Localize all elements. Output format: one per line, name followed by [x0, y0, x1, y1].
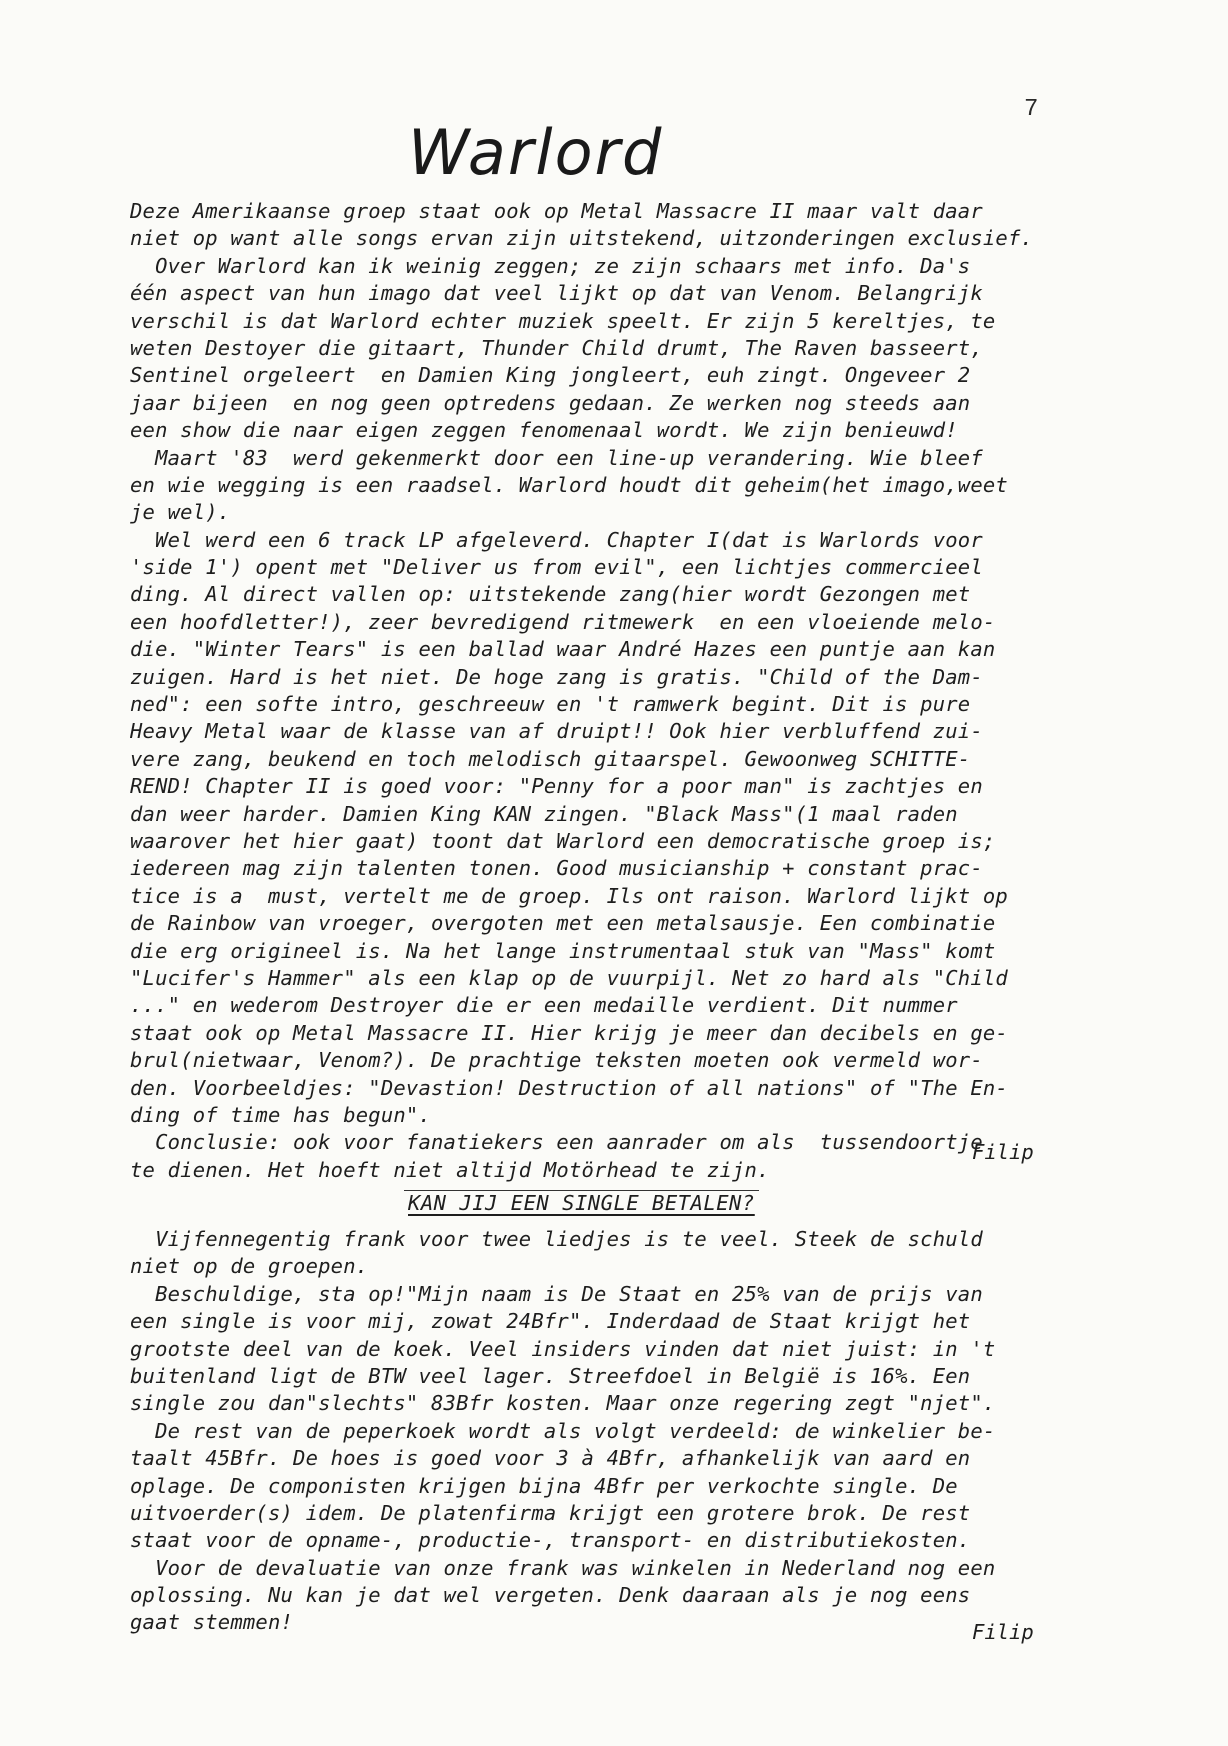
text-line: de Rainbow van vroeger, overgoten met een metalsausje. Een combinatie	[130, 911, 996, 936]
text-line: gaat stemmen!	[130, 1610, 294, 1635]
text-line: niet op want alle songs ervan zijn uitstekend, uitzonderingen exclusief.	[130, 226, 1034, 251]
text-line: Heavy Metal waar de klasse van af druipt!! Ook hier verbluffend zui-	[130, 719, 983, 744]
text-line: iedereen mag zijn talenten tonen. Good musicianship + constant prac-	[130, 856, 983, 881]
text-line: Over Warlord kan ik weinig zeggen; ze zijn schaars met info. Da's	[130, 253, 971, 278]
article-signature-warlord: Filip	[972, 1140, 1034, 1164]
text-line: Deze Amerikaanse groep staat ook op Metal Massacre II maar valt daar	[130, 199, 983, 223]
article-title-warlord: Warlord	[408, 116, 664, 189]
text-line: staat voor de opname-, productie-, transport- en distributiekosten.	[130, 1528, 971, 1553]
text-line: vere zang, beukend en toch melodisch gitaarspel. Gewoonweg SCHITTE-	[130, 746, 971, 771]
text-line: Voor de devaluatie van onze frank was winkelen in Nederland nog een	[130, 1555, 996, 1580]
text-line: jaar bijeen en nog geen optredens gedaan. Ze werken nog steeds aan	[130, 390, 971, 415]
text-line: staat ook op Metal Massacre II. Hier krijg je meer dan decibels en ge-	[130, 1020, 1008, 1045]
text-line: die. "Winter Tears" is een ballad waar André Hazes een puntje aan kan	[130, 637, 996, 662]
text-line: een hoofdletter!), zeer bevredigend ritmewerk en een vloeiende melo-	[130, 609, 996, 634]
text-line: uitvoerder(s) idem. De platenfirma krijgt een grotere brok. De rest	[130, 1500, 971, 1525]
page-number: 7	[1024, 96, 1039, 123]
text-line: ding. Al direct vallen op: uitstekende zang(hier wordt Gezongen met	[130, 582, 971, 607]
text-line: ding of time has begun".	[130, 1102, 432, 1127]
text-line: brul(nietwaar, Venom?). De prachtige teksten moeten ook vermeld wor-	[130, 1048, 983, 1073]
text-line: oplossing. Nu kan je dat wel vergeten. Denk daaraan als je nog eens	[130, 1583, 971, 1608]
text-line: dan weer harder. Damien King KAN zingen. "Black Mass"(1 maal raden	[130, 801, 958, 826]
text-line: waarover het hier gaat) toont dat Warlord een democratische groep is;	[130, 828, 996, 853]
text-line: Conclusie: ook voor fanatiekers een aanrader om als tussendoortje	[130, 1130, 983, 1155]
text-line: niet op de groepen.	[130, 1254, 369, 1279]
text-line: Sentinel orgeleert en Damien King jongleert, euh zingt. Ongeveer 2	[130, 363, 971, 388]
text-line: buitenland ligt de BTW veel lager. Streefdoel in België is 16%. Een	[130, 1363, 971, 1388]
text-line: verschil is dat Warlord echter muziek speelt. Er zijn 5 kereltjes, te	[130, 308, 996, 333]
text-line: één aspect van hun imago dat veel lijkt op dat van Venom. Belangrijk	[130, 281, 983, 306]
text-line: en wie wegging is een raadsel. Warlord houdt dit geheim(het imago,weet	[130, 472, 1008, 497]
text-line: 'side 1') opent met "Deliver us from evil", een lichtjes commercieel	[130, 555, 983, 580]
text-line: die erg origineel is. Na het lange instrumentaal stuk van "Mass" komt	[130, 938, 996, 963]
article-title-single: KAN JIJ EEN SINGLE BETALEN?	[404, 1190, 759, 1215]
text-line: te dienen. Het hoeft niet altijd Motörhead te zijn.	[130, 1157, 770, 1182]
text-line: single zou dan"slechts" 83Bfr kosten. Maar onze regering zegt "njet".	[130, 1391, 996, 1416]
text-line: een single is voor mij, zowat 24Bfr". Inderdaad de Staat krijgt het	[130, 1309, 971, 1334]
text-line: Maart '83 werd gekenmerkt door een line-up verandering. Wie bleef	[130, 445, 983, 470]
text-line: "Lucifer's Hammer" als een klap op de vuurpijl. Net zo hard als "Child	[130, 965, 1008, 990]
text-line: een show die naar eigen zeggen fenomenaal wordt. We zijn benieuwd!	[130, 418, 958, 443]
text-line: taalt 45Bfr. De hoes is goed voor 3 à 4Bfr, afhankelijk van aard en	[130, 1446, 971, 1471]
text-line: Vijfennegentig frank voor twee liedjes is te veel. Steek de schuld	[130, 1227, 983, 1251]
text-line: den. Voorbeeldjes: "Devastion! Destruction of all nations" of "The En-	[130, 1075, 1008, 1100]
text-line: zuigen. Hard is het niet. De hoge zang is gratis. "Child of the Dam-	[130, 664, 983, 689]
text-line: Wel werd een 6 track LP afgeleverd. Chapter I(dat is Warlords voor	[130, 527, 983, 552]
text-line: ned": een softe intro, geschreeuw en 't ramwerk begint. Dit is pure	[130, 692, 971, 717]
article-signature-single: Filip	[972, 1620, 1034, 1644]
text-line: oplage. De componisten krijgen bijna 4Bfr per verkochte single. De	[130, 1473, 958, 1498]
article-body-single	[130, 1226, 1130, 1637]
text-line: je wel).	[130, 500, 231, 525]
article-body-warlord	[130, 198, 1130, 1184]
text-line: Beschuldige, sta op!"Mijn naam is De Staat en 25% van de prijs van	[130, 1281, 983, 1306]
text-line: tice is a must, vertelt me de groep. Ils ont raison. Warlord lijkt op	[130, 883, 1008, 908]
text-line: REND! Chapter II is goed voor: "Penny for a poor man" is zachtjes en	[130, 774, 983, 799]
text-line: ..." en wederom Destroyer die er een medaille verdient. Dit nummer	[130, 993, 958, 1018]
text-line: weten Destoyer die gitaart, Thunder Child drumt, The Raven basseert,	[130, 335, 983, 360]
text-line: De rest van de peperkoek wordt als volgt verdeeld: de winkelier be-	[130, 1418, 996, 1443]
text-line: grootste deel van de koek. Veel insiders vinden dat niet juist: in 't	[130, 1336, 996, 1361]
